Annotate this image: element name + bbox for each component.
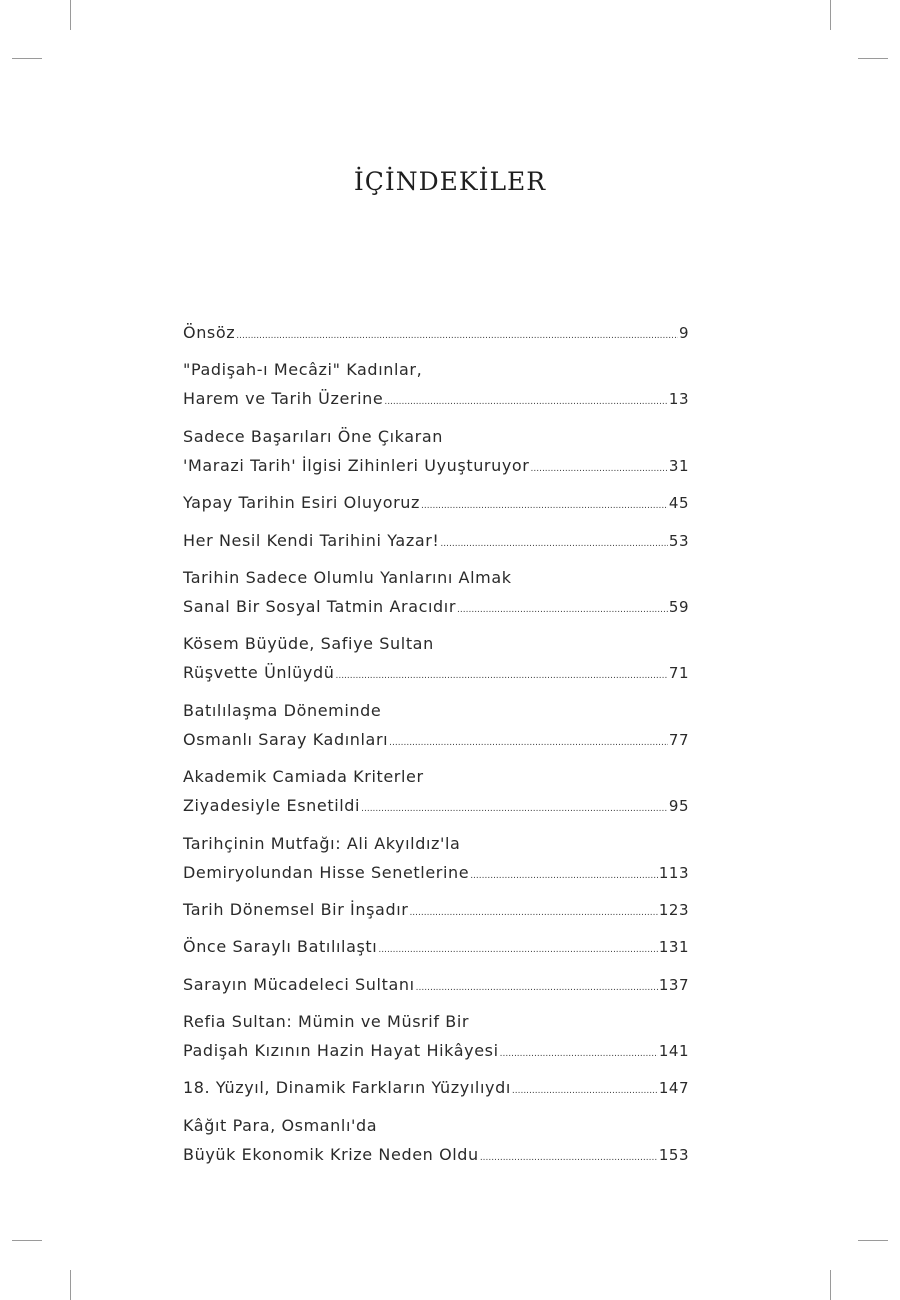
dot-leader [421,492,668,521]
toc-entry-line [183,384,689,417]
page-number: 77 [668,730,689,749]
crop-mark-bottom-right [830,1270,831,1300]
toc-entry-line [183,1073,689,1106]
toc-entry-title: Sanal Bir Sosyal Tatmin Aracıdır [183,596,457,616]
toc-entry-title: "Padişah-ı Mecâzi" Kadınlar, [183,360,423,380]
page-number: 53 [668,531,689,550]
toc-entry-line [183,592,689,625]
toc-entry [183,355,689,417]
toc-entry-title: Sarayın Mücadeleci Sultanı [183,974,415,994]
toc-entry-title: Önsöz [183,323,236,342]
toc-entry [183,970,689,1003]
toc-entry-line [183,895,689,928]
toc-entry-title: Osmanlı Saray Kadınları [183,729,389,749]
dot-leader [440,530,667,559]
toc-entry-title: Harem ve Tarih Üzerine [183,389,384,409]
toc-entry-line [183,526,689,559]
crop-mark-top-right [830,0,831,30]
crop-mark-left-bottom [12,1240,42,1241]
toc-entry-title: 'Marazi Tarih' İlgisi Zihinleri Uyuşturuyor [183,455,530,475]
toc-entry-line [183,451,689,484]
toc-entry [183,829,689,891]
page-number: 13 [668,390,689,409]
toc-entry-line [183,488,689,521]
toc-entry [183,1007,689,1069]
crop-mark-bottom-left [70,1270,71,1300]
toc-entry [183,629,689,691]
toc-entry-title: Her Nesil Kendi Tarihini Yazar! [183,530,440,550]
dot-leader [531,455,668,484]
toc-entry [183,762,689,824]
toc-entry-line [183,629,689,658]
toc-entry-line [183,791,689,824]
dot-leader [236,322,678,351]
toc-entry [183,488,689,521]
toc-entry-title: Büyük Ekonomik Krize Neden Oldu [183,1144,479,1164]
toc-entry-title: Tarihin Sadece Olumlu Yanlarını Almak [183,567,512,587]
toc-entry-title: Demiryolundan Hisse Senetlerine [183,862,470,882]
toc-entry-line [183,858,689,891]
toc-entry-line [183,829,689,858]
page-number: 153 [658,1145,689,1164]
dot-leader [384,388,668,417]
toc-entry-line [183,932,689,965]
page-number: 113 [658,863,689,882]
toc-entry-line [183,355,689,384]
dot-leader [389,729,668,758]
crop-mark-right-bottom [858,1240,888,1241]
toc-entry-line [183,563,689,592]
page-number: 147 [658,1079,689,1098]
toc-entry-title: Kösem Büyüde, Safiye Sultan [183,634,434,654]
toc-entry [183,526,689,559]
toc-entry [183,696,689,758]
dot-leader [378,936,658,965]
page-number: 71 [668,664,689,683]
page-number: 141 [658,1042,689,1061]
toc-entry-title: Rüşvette Ünlüydü [183,663,335,683]
toc-entry [183,563,689,625]
toc-entry-title: Kâğıt Para, Osmanlı'da [183,1115,378,1135]
toc-entry-title: Ziyadesiyle Esnetildi [183,796,361,816]
toc-entry [183,895,689,928]
toc-entry-line [183,696,689,725]
page-number: 95 [668,797,689,816]
toc-entry-line [183,1111,689,1140]
dot-leader [335,662,667,691]
toc-entry [183,318,689,351]
page-number: 31 [668,456,689,475]
toc-entry [183,1073,689,1106]
toc-entry-title: Tarih Dönemsel Bir İnşadır [183,899,409,919]
toc-entry-title: Yapay Tarihin Esiri Oluyoruz [183,493,421,513]
toc-entry-title: Önce Saraylı Batılılaştı [183,937,378,957]
dot-leader [361,795,668,824]
dot-leader [416,974,658,1003]
toc-entry-line [183,658,689,691]
toc-entry-line [183,762,689,791]
toc-entry-line [183,1140,689,1173]
toc-entry-title: Padişah Kızının Hazin Hayat Hikâyesi [183,1041,499,1061]
dot-leader [500,1040,658,1069]
toc-entry-title: Tarihçinin Mutfağı: Ali Akyıldız'la [183,833,461,853]
toc-entry-line [183,1007,689,1036]
dot-leader [457,596,668,625]
toc-entry-title: Akademik Camiada Kriterler [183,767,424,787]
table-of-contents [183,318,689,1177]
dot-leader [409,899,657,928]
toc-entry-title: 18. Yüzyıl, Dinamik Farkların Yüzyılıydı [183,1078,511,1098]
toc-entry-line [183,1036,689,1069]
page-title: İÇİNDEKİLER [353,167,547,196]
toc-entry-title: Batılılaşma Döneminde [183,700,382,720]
toc-entry [183,422,689,484]
toc-entry-line [183,318,689,351]
page-number: 9 [678,324,689,342]
toc-entry-line [183,970,689,1003]
toc-entry [183,1111,689,1173]
page-number: 45 [668,494,689,513]
page-number: 59 [668,597,689,616]
toc-entry-line [183,422,689,451]
page-number: 123 [658,900,689,919]
crop-mark-right-top [858,58,888,59]
toc-entry-line [183,725,689,758]
crop-mark-left-top [12,58,42,59]
toc-entry-title: Sadece Başarıları Öne Çıkaran [183,426,443,446]
dot-leader [480,1144,658,1173]
dot-leader [512,1077,658,1106]
toc-entry [183,932,689,965]
toc-entry-title: Refia Sultan: Mümin ve Müsrif Bir [183,1012,470,1032]
dot-leader [470,862,658,891]
crop-mark-top-left [70,0,71,30]
page-number: 131 [658,938,689,957]
page-number: 137 [658,975,689,994]
